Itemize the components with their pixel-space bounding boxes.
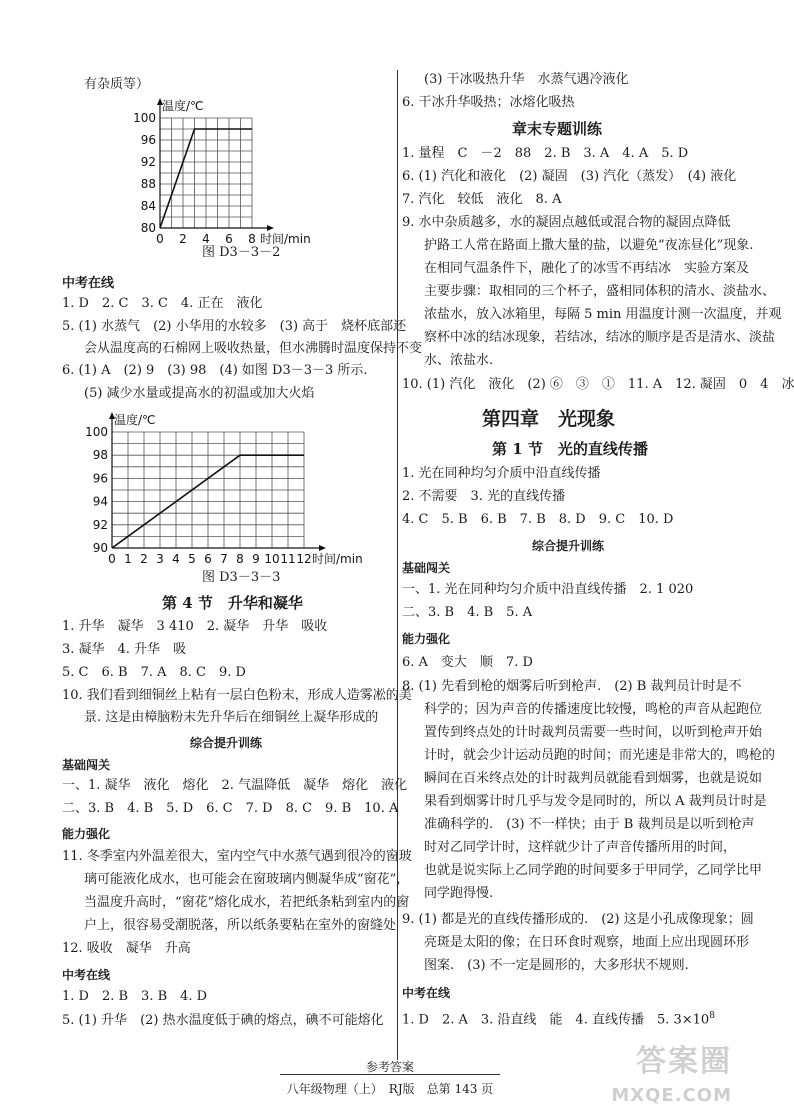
text-line: 9. (1) 都是光的直线传播形成的. (2) 这是小孔成像现象；圆	[402, 912, 754, 927]
chart-caption: 图 D3－3－3	[202, 570, 281, 585]
text-line: 果看到烟雾计时几乎与发令是同时的，所以 A 裁判员计时是	[424, 794, 767, 809]
text-line: 时对乙同学计时，这样就少计了声音传播所用的时间，	[424, 840, 737, 855]
x-tick-label: 10	[264, 552, 280, 566]
y-tick-label: 98	[92, 448, 108, 463]
text-line: 7. 汽化 较低 液化 8. A	[402, 192, 562, 207]
watermark-logo: 答案圈	[636, 1044, 732, 1079]
x-tick-label: 4	[202, 232, 210, 246]
subsection-label: 基础闯关	[62, 758, 111, 772]
text-line: 浓盐水，放入冰箱里，每隔 5 min 用温度计测一次温度，并观	[424, 307, 782, 322]
y-tick-label: 100	[133, 111, 156, 125]
y-tick-label: 96	[140, 133, 156, 147]
text-line: 准确科学的. (3) 不一样快；由于 B 裁判员是以听到枪声	[424, 817, 755, 832]
text-line: 一、1. 凝华 液化 熔化 2. 气温降低 凝华 熔化 液化	[62, 778, 408, 793]
x-tick-label: 8	[236, 552, 244, 566]
text-line: 护路工人常在路面上撒大量的盐，以避免“夜冻昼化”现象.	[424, 238, 754, 253]
y-tick-label: 96	[92, 471, 108, 486]
section-title: 章末专题训练	[512, 120, 603, 138]
text-line: 二、3. B 4. B 5. D 6. C 7. D 8. C 9. B 10. A	[62, 801, 399, 816]
y-tick-label: 92	[92, 517, 108, 532]
text-line: 10. (1) 汽化 液化 (2) ⑥ ③ ① 11. A 12. 凝固 0 4 冰	[402, 377, 794, 392]
text-line: 5. (1) 水蒸气 (2) 小华用的水较多 (3) 高于 烧杯底部还	[62, 319, 407, 334]
text-line: 有杂质等）	[84, 77, 150, 92]
text-line: 也就是说实际上乙同学跑的时间要多于甲同学，乙同学比甲	[424, 863, 763, 878]
text-line: 亮斑是太阳的像；在日环食时观察，地面上应出现圆环形	[424, 935, 750, 950]
x-tick-label: 12	[296, 552, 312, 566]
text-line: 6. (1) 汽化和液化 (2) 凝固 (3) 汽化（蒸发） (4) 液化	[402, 169, 737, 184]
text-line: (5) 减少水量或提高水的初温或加大火焰	[84, 386, 315, 401]
x-axis-arrow	[267, 225, 274, 231]
section-heading: 中考在线	[62, 276, 115, 291]
y-tick-label: 90	[92, 541, 108, 555]
text-line: 8. (1) 先看到枪的烟雾后听到枪声. (2) B 裁判员计时是不	[402, 679, 742, 694]
text-line: 5. (1) 升华 (2) 热水温度低于碘的熔点，碘不可能熔化	[62, 1013, 384, 1028]
y-axis-label: 温度/℃	[162, 99, 204, 113]
text-line: 景. 这是由樟脑粉末先升华后在细铜丝上凝华形成的	[84, 710, 379, 725]
text-line: 2. 不需要 3. 光的直线传播	[402, 489, 566, 504]
text-line: 11. 冬季室内外温差很大，室内空气中水蒸气遇到很冷的窗玻	[62, 849, 412, 864]
text-line: 6. 干冰升华吸热；冰熔化吸热	[402, 95, 575, 110]
chart-caption: 图 D3－3－2	[202, 245, 281, 260]
text-line: 4. C 5. B 6. B 7. B 8. D 9. C 10. D	[402, 512, 674, 527]
section-title: 第 4 节 升华和凝华	[162, 594, 303, 612]
text-line: 会从温度高的石棉网上吸收热量，但水沸腾时温度保持不变	[84, 341, 423, 356]
x-tick-label: 8	[248, 232, 256, 246]
footer-rule	[280, 1074, 500, 1075]
y-tick-label: 80	[140, 221, 156, 235]
text-line: 察杯中冰的结冰现象，若结冰，结冰的顺序是否是清水、淡盐	[424, 330, 776, 345]
text-line: 5. C 6. B 7. A 8. C 9. D	[62, 665, 246, 680]
y-tick-label: 94	[92, 494, 108, 509]
footer-title: 参考答案	[365, 1060, 414, 1074]
x-tick-label: 9	[252, 552, 260, 566]
column-divider	[397, 70, 398, 1060]
text-line: 3. 凝华 4. 升华 吸	[62, 642, 187, 657]
subsection-heading: 综合提升训练	[190, 736, 263, 750]
text-line: 璃可能液化成水，也可能会在窗玻璃内侧凝华成“窗花”，	[84, 872, 410, 887]
x-tick-label: 0	[108, 552, 116, 566]
subsection-label: 能力强化	[62, 827, 111, 841]
x-tick-label: 6	[225, 232, 233, 246]
x-tick-label: 7	[220, 552, 228, 566]
section-title: 第 1 节 光的直线传播	[492, 440, 648, 458]
text-line: 科学的；因为声音的传播速度比较慢，鸣枪的声音从起跑位	[424, 702, 763, 717]
x-tick-label: 11	[280, 552, 296, 566]
text-run: 1. D 2. A 3. 沿直线 能 4. 直线传播 5. 3×10	[402, 1012, 710, 1028]
chart-d3-3-3	[82, 400, 392, 570]
text-line: 1. 量程 C －2 88 2. B 3. A 4. A 5. D	[402, 146, 689, 161]
footer-info: 八年级物理（上） RJ版 总第 143 页	[286, 1082, 494, 1096]
y-tick-label: 88	[140, 177, 156, 191]
watermark-url: MXQE.COM	[611, 1085, 732, 1106]
subsection-label: 中考在线	[402, 986, 451, 1000]
text-line: 计时，就会少计运动员跑的时间；而光速是非常大的，鸣枪的	[424, 748, 776, 763]
text-line: 6. A 变大 顺 7. D	[402, 655, 533, 670]
y-tick-label: 100	[85, 425, 108, 439]
text-line: 1. 升华 凝华 3 410 2. 凝华 升华 吸收	[62, 619, 328, 634]
y-axis-label: 温度/℃	[114, 413, 156, 427]
text-line: (3) 干冰吸热升华 水蒸气遇冷液化	[424, 72, 629, 87]
subsection-label: 能力强化	[402, 632, 451, 646]
text-line: 户上，很容易受潮脱落，所以纸条要粘在室外的窗缝处	[84, 918, 397, 933]
text-line: 1. D 2. C 3. C 4. 正在 液化	[62, 296, 263, 311]
text-line	[402, 1008, 715, 1028]
chart-d3-3-2	[132, 92, 362, 252]
text-line: 当温度升高时，“窗花”熔化成水，若把纸条粘到室内的窗	[84, 895, 410, 910]
superscript: 8	[709, 1011, 715, 1021]
x-tick-label: 6	[204, 552, 212, 566]
x-axis-arrow	[319, 545, 326, 551]
x-tick-label: 4	[172, 552, 180, 566]
x-tick-label: 1	[124, 552, 132, 566]
subsection-label: 中考在线	[62, 968, 111, 982]
text-line: 主要步骤：取相同的三个杯子，盛相同体积的清水、淡盐水、	[424, 284, 776, 299]
x-axis-label: 时间/min	[260, 232, 311, 246]
text-line: 水、浓盐水.	[424, 353, 494, 368]
text-line: 9. 水中杂质越多，水的凝固点越低或混合物的凝固点降低	[402, 215, 731, 230]
text-line: 1. 光在同种均匀介质中沿直线传播	[402, 466, 601, 481]
x-tick-label: 2	[179, 232, 187, 246]
subsection-label: 基础闯关	[402, 561, 451, 575]
text-line: 置传到终点处的计时裁判员需要一些时间，以听到枪声开始	[424, 725, 763, 740]
text-line: 1. D 2. B 3. B 4. D	[62, 989, 208, 1004]
text-line: 10. 我们看到细铜丝上粘有一层白色粉末，形成人造雾凇的美	[62, 688, 412, 703]
x-axis-label: 时间/min	[312, 552, 363, 566]
x-tick-label: 0	[156, 232, 164, 246]
text-line: 二、3. B 4. B 5. A	[402, 605, 533, 620]
text-line: 同学跑得慢.	[424, 886, 494, 901]
x-tick-label: 2	[140, 552, 148, 566]
subsection-heading: 综合提升训练	[532, 539, 605, 553]
text-line: 在相同气温条件下，融化了的冰雪不再结冰 实验方案及	[424, 261, 750, 276]
y-tick-label: 92	[140, 155, 156, 169]
text-line: 12. 吸收 凝华 升高	[62, 941, 191, 956]
text-line: 瞬间在百米终点处的计时裁判员就能看到烟雾，也就是说如	[424, 771, 763, 786]
text-line: 6. (1) A (2) 9 (3) 98 (4) 如图 D3－3－3 所示.	[62, 363, 368, 378]
x-tick-label: 5	[188, 552, 196, 566]
chapter-title: 第四章 光现象	[482, 408, 616, 430]
text-line: 一、1. 光在同种均匀介质中沿直线传播 2. 1 020	[402, 582, 694, 597]
text-line: 图案. (3) 不一定是圆形的，大多形状不规则.	[424, 958, 689, 973]
y-tick-label: 84	[140, 199, 156, 213]
x-tick-label: 3	[156, 552, 164, 566]
